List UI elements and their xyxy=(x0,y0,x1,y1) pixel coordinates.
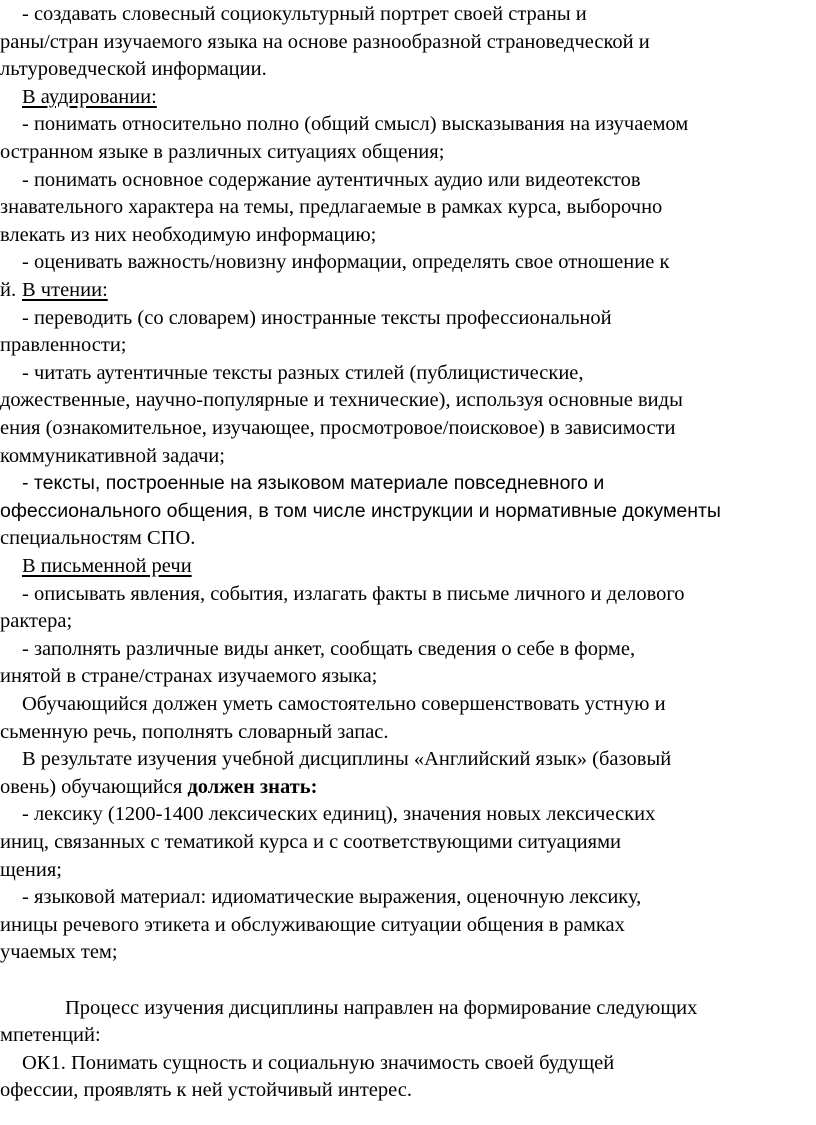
text-line: й. xyxy=(0,279,17,301)
text-line: иницы речевого этикета и обслуживающие ситуации общения в рамках xyxy=(0,913,625,936)
text-line: - понимать основное содержание аутентичных аудио или видеотекстов xyxy=(22,168,641,191)
text-line: ОК1. Понимать сущность и социальную значимость своей будущей xyxy=(22,1051,615,1074)
text-line: раны/стран изучаемого языка на основе разнообразной страноведческой и xyxy=(0,30,650,53)
text-line: дожественные, научно-популярные и технические), используя основные виды xyxy=(0,389,683,412)
text-line: правленности; xyxy=(0,334,127,357)
text-line: инятой в стране/странах изучаемого языка; xyxy=(0,665,378,688)
text-line: - переводить (со словарем) иностранные тексты профессиональной xyxy=(22,306,612,329)
text-line: - оценивать важность/новизну информации, определять свое отношение к xyxy=(22,251,670,274)
text-line: В результате изучения учебной дисциплины «Английский язык» (базовый xyxy=(22,748,672,771)
section-heading-writing: В письменной речи xyxy=(22,555,192,577)
text-line: - создавать словесный социокультурный портрет своей страны и xyxy=(22,3,587,25)
text-line: Процесс изучения дисциплины направлен на формирование следующих xyxy=(65,996,698,1019)
text-line: - лексику (1200-1400 лексических единиц), значения новых лексических xyxy=(22,803,656,826)
text-line xyxy=(0,774,317,800)
text-line: знавательного характера на темы, предлагаемые в рамках курса, выборочно xyxy=(0,196,663,219)
text-line: специальностям СПО. xyxy=(0,527,196,550)
text-line: - заполнять различные виды анкет, сообщать сведения о себе в форме, xyxy=(22,637,636,660)
text-line: коммуникативной задачи; xyxy=(0,444,225,467)
text-line: рактера; xyxy=(0,610,73,633)
text-line: - понимать относительно полно (общий смысл) высказывания на изучаемом xyxy=(22,113,689,136)
text-line: иниц, связанных с тематикой курса и с соответствующими ситуациями xyxy=(0,831,622,853)
section-heading-listening: В аудировании: xyxy=(22,85,157,108)
text-line: - читать аутентичные тексты разных стилей (публицистические, xyxy=(22,361,584,384)
text-line: Обучающийся должен уметь самостоятельно совершенствовать устную и xyxy=(22,693,666,715)
text-line: - языковой материал: идиоматические выражения, оценочную лексику, xyxy=(22,886,642,909)
text-line: офессии, проявлять к ней устойчивый интерес. xyxy=(0,1079,412,1102)
text-run: овень) обучающийся xyxy=(0,775,188,798)
text-line: учаемых тем; xyxy=(0,941,118,964)
section-heading-reading: В чтении: xyxy=(22,279,108,301)
text-line: офессионального общения, в том числе инструкции и нормативные документы xyxy=(0,499,721,522)
text-line: льтуроведческой информации. xyxy=(0,58,267,81)
text-line: щения; xyxy=(0,858,62,881)
text-line: остранном языке в различных ситуациях общения; xyxy=(0,141,445,163)
text-line: влекать из них необходимую информацию; xyxy=(0,223,377,246)
text-line: - описывать явления, события, излагать факты в письме личного и делового xyxy=(22,582,685,605)
bold-must-know: должен знать: xyxy=(187,775,318,798)
text-line: ения (ознакомительное, изучающее, просмотровое/поисковое) в зависимости xyxy=(0,417,676,439)
text-line: - тексты, построенные на языковом материале повседневного и xyxy=(22,472,605,495)
text-line: мпетенций: xyxy=(0,1024,101,1047)
text-line: сьменную речь, пополнять словарный запас. xyxy=(0,720,389,743)
